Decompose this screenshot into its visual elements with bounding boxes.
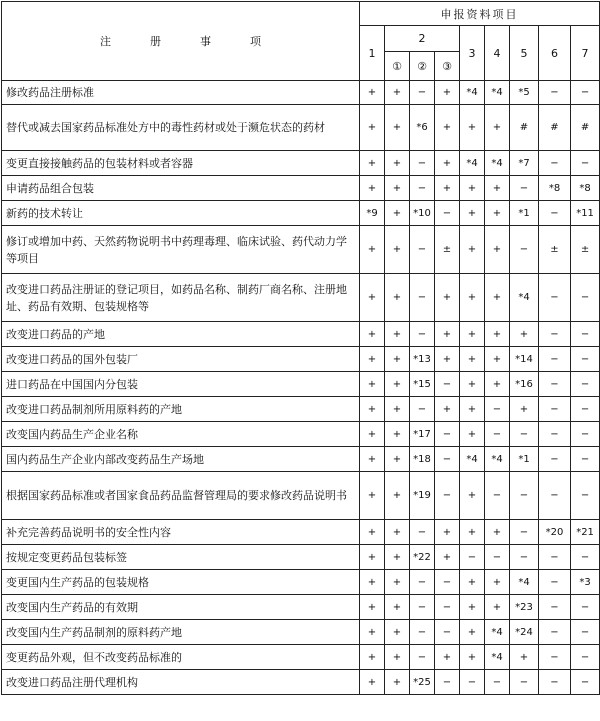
- value-cell: +: [435, 274, 460, 322]
- table-row: [2, 201, 600, 226]
- value-cell: +: [360, 81, 385, 105]
- table-row: [2, 105, 600, 151]
- value-cell: *1: [510, 447, 539, 472]
- value-cell: *4: [510, 570, 539, 595]
- col-header-5: 5: [510, 26, 539, 81]
- table-row: [2, 274, 600, 322]
- registration-item-cell: 改变国内生产药品制剂的原料药产地: [2, 620, 360, 645]
- value-cell: −: [571, 545, 600, 570]
- value-cell: +: [360, 372, 385, 397]
- value-cell: +: [385, 151, 410, 176]
- value-cell: *15: [410, 372, 435, 397]
- value-cell: −: [571, 151, 600, 176]
- value-cell: *4: [460, 447, 485, 472]
- value-cell: +: [435, 520, 460, 545]
- value-cell: +: [385, 81, 410, 105]
- col-header-6: 6: [539, 26, 571, 81]
- value-cell: +: [360, 176, 385, 201]
- value-cell: −: [539, 645, 571, 670]
- value-cell: +: [460, 472, 485, 520]
- registration-item-header: [2, 2, 360, 81]
- value-cell: −: [571, 670, 600, 695]
- value-cell: +: [510, 645, 539, 670]
- value-cell: +: [460, 274, 485, 322]
- value-cell: +: [360, 645, 385, 670]
- value-cell: −: [485, 397, 510, 422]
- registration-item-cell: 改变进口药品注册证的登记项目，如药品名称、制药厂商名称、注册地址、药品有效期、包装规格等: [2, 274, 360, 322]
- value-cell: −: [539, 372, 571, 397]
- col-header-1: 1: [360, 26, 385, 81]
- col-header-3: 3: [460, 26, 485, 81]
- value-cell: −: [435, 620, 460, 645]
- value-cell: +: [385, 670, 410, 695]
- value-cell: −: [571, 645, 600, 670]
- value-cell: −: [485, 545, 510, 570]
- value-cell: −: [571, 274, 600, 322]
- value-cell: −: [410, 151, 435, 176]
- registration-item-cell: 修改药品注册标准: [2, 81, 360, 105]
- value-cell: −: [510, 176, 539, 201]
- value-cell: +: [460, 570, 485, 595]
- table-row: [2, 322, 600, 347]
- value-cell: +: [435, 151, 460, 176]
- value-cell: *22: [410, 545, 435, 570]
- value-cell: *1: [510, 201, 539, 226]
- value-cell: *4: [485, 620, 510, 645]
- value-cell: −: [571, 322, 600, 347]
- value-cell: +: [460, 397, 485, 422]
- table-row: [2, 595, 600, 620]
- value-cell: +: [510, 322, 539, 347]
- value-cell: +: [360, 322, 385, 347]
- value-cell: −: [539, 422, 571, 447]
- declaration-items-header: 申报资料项目: [360, 2, 600, 26]
- value-cell: +: [460, 201, 485, 226]
- subcol-header-2-3: ③: [435, 52, 460, 81]
- value-cell: +: [385, 176, 410, 201]
- value-cell: −: [571, 422, 600, 447]
- value-cell: −: [435, 570, 460, 595]
- value-cell: +: [485, 201, 510, 226]
- value-cell: −: [410, 595, 435, 620]
- value-cell: +: [360, 422, 385, 447]
- value-cell: *23: [510, 595, 539, 620]
- value-cell: −: [510, 520, 539, 545]
- value-cell: −: [410, 176, 435, 201]
- value-cell: +: [385, 105, 410, 151]
- table-row: [2, 447, 600, 472]
- value-cell: *7: [510, 151, 539, 176]
- value-cell: *10: [410, 201, 435, 226]
- value-cell: −: [539, 81, 571, 105]
- value-cell: *25: [410, 670, 435, 695]
- value-cell: +: [485, 570, 510, 595]
- subcol-header-2-1: ①: [385, 52, 410, 81]
- table-row: [2, 347, 600, 372]
- value-cell: #: [571, 105, 600, 151]
- value-cell: −: [510, 670, 539, 695]
- value-cell: +: [385, 520, 410, 545]
- registration-item-cell: 变更药品外观，但不改变药品标准的: [2, 645, 360, 670]
- table-body: [2, 81, 600, 695]
- value-cell: −: [435, 472, 460, 520]
- registration-item-cell: 变更直接接触药品的包装材料或者容器: [2, 151, 360, 176]
- value-cell: +: [385, 545, 410, 570]
- value-cell: *20: [539, 520, 571, 545]
- value-cell: +: [360, 447, 385, 472]
- value-cell: −: [539, 595, 571, 620]
- value-cell: −: [571, 595, 600, 620]
- value-cell: +: [360, 620, 385, 645]
- value-cell: +: [360, 397, 385, 422]
- value-cell: +: [510, 397, 539, 422]
- value-cell: +: [460, 595, 485, 620]
- value-cell: +: [460, 347, 485, 372]
- registration-item-header-text: 注 册 事 项: [100, 35, 275, 48]
- value-cell: −: [435, 670, 460, 695]
- value-cell: −: [410, 274, 435, 322]
- value-cell: −: [410, 570, 435, 595]
- value-cell: *8: [539, 176, 571, 201]
- registration-item-cell: 进口药品在中国国内分包装: [2, 372, 360, 397]
- value-cell: +: [360, 670, 385, 695]
- value-cell: +: [435, 545, 460, 570]
- value-cell: +: [385, 226, 410, 274]
- table-row: [2, 151, 600, 176]
- value-cell: +: [460, 322, 485, 347]
- value-cell: −: [410, 397, 435, 422]
- value-cell: *4: [485, 151, 510, 176]
- value-cell: +: [460, 422, 485, 447]
- value-cell: −: [460, 545, 485, 570]
- value-cell: *13: [410, 347, 435, 372]
- table-row: [2, 226, 600, 274]
- value-cell: +: [460, 226, 485, 274]
- value-cell: −: [539, 397, 571, 422]
- value-cell: +: [385, 570, 410, 595]
- table-row: [2, 570, 600, 595]
- value-cell: −: [539, 670, 571, 695]
- value-cell: −: [539, 570, 571, 595]
- registration-item-cell: 申请药品组合包装: [2, 176, 360, 201]
- value-cell: −: [435, 372, 460, 397]
- table-row: [2, 372, 600, 397]
- value-cell: +: [435, 645, 460, 670]
- table-row: [2, 176, 600, 201]
- value-cell: +: [385, 322, 410, 347]
- value-cell: −: [435, 201, 460, 226]
- value-cell: *4: [510, 274, 539, 322]
- registration-item-cell: 修订或增加中药、天然药物说明书中药理毒理、临床试验、药代动力学等项目: [2, 226, 360, 274]
- value-cell: *18: [410, 447, 435, 472]
- value-cell: +: [485, 595, 510, 620]
- value-cell: +: [385, 447, 410, 472]
- value-cell: −: [539, 545, 571, 570]
- value-cell: −: [410, 322, 435, 347]
- value-cell: *4: [485, 447, 510, 472]
- value-cell: −: [435, 595, 460, 620]
- table-row: [2, 670, 600, 695]
- value-cell: +: [385, 472, 410, 520]
- value-cell: +: [460, 176, 485, 201]
- registration-item-cell: 按规定变更药品包装标签: [2, 545, 360, 570]
- value-cell: −: [460, 670, 485, 695]
- value-cell: +: [435, 176, 460, 201]
- value-cell: +: [435, 81, 460, 105]
- table-row: [2, 81, 600, 105]
- value-cell: *21: [571, 520, 600, 545]
- registration-item-cell: 改变进口药品的国外包装厂: [2, 347, 360, 372]
- registration-item-cell: 补充完善药品说明书的安全性内容: [2, 520, 360, 545]
- registration-item-cell: 根据国家药品标准或者国家食品药品监督管理局的要求修改药品说明书: [2, 472, 360, 520]
- registration-item-cell: 替代或减去国家药品标准处方中的毒性药材或处于濒危状态的药材: [2, 105, 360, 151]
- value-cell: −: [410, 81, 435, 105]
- value-cell: −: [510, 422, 539, 447]
- value-cell: +: [460, 620, 485, 645]
- value-cell: −: [435, 447, 460, 472]
- value-cell: −: [539, 347, 571, 372]
- value-cell: −: [410, 645, 435, 670]
- col-header-7: 7: [571, 26, 600, 81]
- value-cell: −: [510, 226, 539, 274]
- value-cell: ±: [435, 226, 460, 274]
- registration-item-cell: 改变国内药品生产企业名称: [2, 422, 360, 447]
- value-cell: +: [485, 176, 510, 201]
- value-cell: *9: [360, 201, 385, 226]
- table-row: [2, 422, 600, 447]
- registration-item-cell: 改变进口药品制剂所用原料药的产地: [2, 397, 360, 422]
- value-cell: +: [485, 347, 510, 372]
- value-cell: +: [460, 372, 485, 397]
- value-cell: +: [385, 274, 410, 322]
- value-cell: +: [435, 347, 460, 372]
- table-row: [2, 645, 600, 670]
- registration-item-cell: 改变进口药品注册代理机构: [2, 670, 360, 695]
- col-header-4: 4: [485, 26, 510, 81]
- value-cell: −: [539, 151, 571, 176]
- value-cell: −: [410, 226, 435, 274]
- value-cell: +: [385, 645, 410, 670]
- value-cell: +: [485, 105, 510, 151]
- value-cell: +: [485, 372, 510, 397]
- value-cell: +: [360, 570, 385, 595]
- value-cell: −: [571, 620, 600, 645]
- value-cell: −: [485, 422, 510, 447]
- value-cell: −: [485, 670, 510, 695]
- value-cell: *16: [510, 372, 539, 397]
- value-cell: −: [510, 545, 539, 570]
- value-cell: +: [435, 322, 460, 347]
- value-cell: *8: [571, 176, 600, 201]
- value-cell: *17: [410, 422, 435, 447]
- value-cell: ±: [539, 226, 571, 274]
- value-cell: +: [385, 595, 410, 620]
- subcol-header-2-2: ②: [410, 52, 435, 81]
- value-cell: −: [539, 447, 571, 472]
- value-cell: +: [385, 201, 410, 226]
- value-cell: +: [435, 397, 460, 422]
- value-cell: +: [360, 274, 385, 322]
- value-cell: +: [460, 520, 485, 545]
- value-cell: *4: [460, 81, 485, 105]
- value-cell: #: [539, 105, 571, 151]
- table-row: [2, 620, 600, 645]
- table-row: [2, 520, 600, 545]
- value-cell: *6: [410, 105, 435, 151]
- value-cell: −: [571, 472, 600, 520]
- registration-item-cell: 新药的技术转让: [2, 201, 360, 226]
- registration-item-cell: 国内药品生产企业内部改变药品生产场地: [2, 447, 360, 472]
- value-cell: −: [539, 322, 571, 347]
- value-cell: +: [360, 472, 385, 520]
- value-cell: +: [385, 397, 410, 422]
- value-cell: −: [485, 472, 510, 520]
- value-cell: −: [435, 422, 460, 447]
- value-cell: +: [485, 322, 510, 347]
- table-row: [2, 397, 600, 422]
- value-cell: *11: [571, 201, 600, 226]
- value-cell: −: [539, 620, 571, 645]
- value-cell: −: [539, 274, 571, 322]
- table-row: [2, 545, 600, 570]
- registration-item-cell: 变更国内生产药品的包装规格: [2, 570, 360, 595]
- value-cell: ±: [571, 226, 600, 274]
- registration-item-cell: 改变进口药品的产地: [2, 322, 360, 347]
- value-cell: −: [410, 520, 435, 545]
- value-cell: −: [571, 397, 600, 422]
- value-cell: *4: [485, 645, 510, 670]
- value-cell: +: [360, 520, 385, 545]
- registration-item-cell: 改变国内生产药品的有效期: [2, 595, 360, 620]
- value-cell: +: [385, 620, 410, 645]
- value-cell: −: [539, 201, 571, 226]
- value-cell: +: [485, 226, 510, 274]
- value-cell: −: [571, 347, 600, 372]
- value-cell: *5: [510, 81, 539, 105]
- value-cell: *24: [510, 620, 539, 645]
- value-cell: *3: [571, 570, 600, 595]
- value-cell: −: [571, 81, 600, 105]
- value-cell: *19: [410, 472, 435, 520]
- value-cell: −: [539, 472, 571, 520]
- table-row: [2, 472, 600, 520]
- value-cell: +: [360, 545, 385, 570]
- value-cell: +: [385, 372, 410, 397]
- value-cell: +: [360, 105, 385, 151]
- col-header-2: 2: [385, 26, 460, 52]
- value-cell: +: [385, 422, 410, 447]
- value-cell: #: [510, 105, 539, 151]
- value-cell: −: [510, 472, 539, 520]
- value-cell: +: [385, 347, 410, 372]
- value-cell: +: [460, 645, 485, 670]
- value-cell: +: [360, 226, 385, 274]
- value-cell: +: [485, 520, 510, 545]
- value-cell: −: [571, 372, 600, 397]
- value-cell: +: [360, 347, 385, 372]
- value-cell: +: [360, 151, 385, 176]
- value-cell: −: [571, 447, 600, 472]
- value-cell: +: [360, 595, 385, 620]
- value-cell: *4: [460, 151, 485, 176]
- value-cell: *14: [510, 347, 539, 372]
- value-cell: +: [435, 105, 460, 151]
- value-cell: *4: [485, 81, 510, 105]
- value-cell: +: [485, 274, 510, 322]
- value-cell: +: [460, 105, 485, 151]
- registration-items-table: [1, 1, 600, 695]
- value-cell: −: [410, 620, 435, 645]
